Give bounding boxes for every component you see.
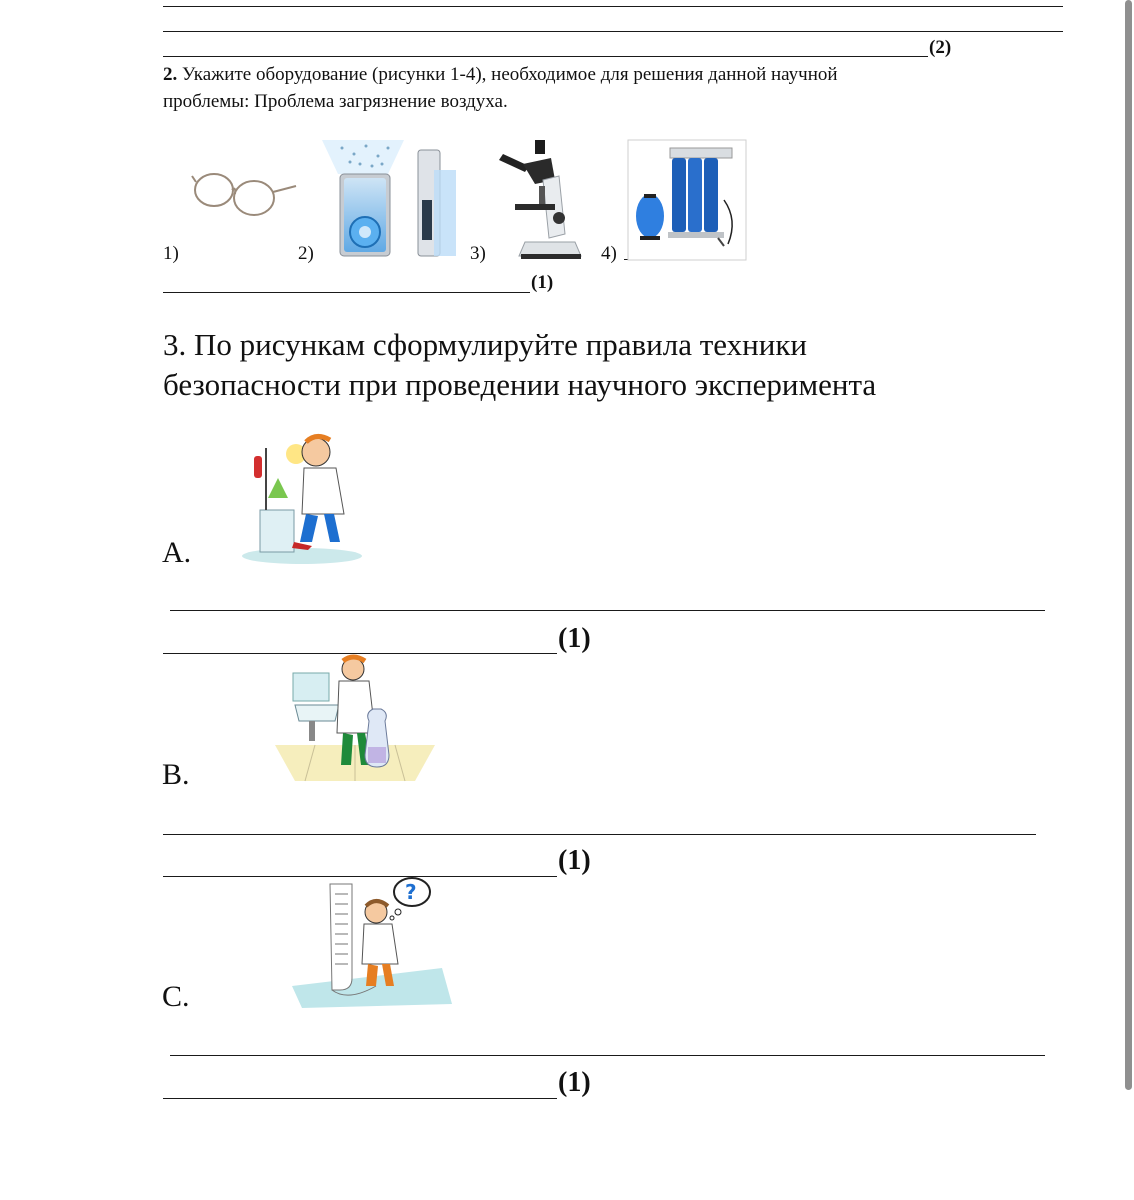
water-filter-icon [628, 140, 748, 262]
scientist-smelling-icon [240, 418, 365, 568]
answer-line [163, 834, 1036, 835]
question-3-title: 3. По рисункам сформулируйте правила техники [163, 327, 807, 362]
score-label: (1) [558, 623, 591, 654]
answer-line [163, 292, 530, 293]
item-letter-b: B. [162, 758, 190, 791]
answer-line [163, 1098, 557, 1099]
answer-line [163, 653, 557, 654]
question-3-title-line2: безопасности при проведении научного эксперимента [163, 367, 877, 402]
question-2-text-line2: проблемы: Проблема загрязнение воздуха. [163, 91, 508, 112]
answer-line [163, 6, 1063, 7]
microscope-icon [495, 138, 590, 263]
question-text: Укажите оборудование (рисунки 1-4), необходимое для решения данной научной [182, 64, 838, 85]
score-label: (1) [558, 1067, 591, 1098]
figure-label-2: 2) [298, 243, 314, 264]
score-label: (1) [531, 272, 554, 293]
answer-line [163, 31, 1063, 32]
item-letter-c: C. [162, 980, 190, 1013]
figure-label-1: 1) [163, 243, 179, 264]
answer-line [170, 610, 1045, 611]
scientist-washing-icon [265, 655, 435, 785]
svg-text:?: ? [405, 880, 417, 904]
answer-line [170, 1055, 1045, 1056]
air-purifier-icon [322, 140, 462, 260]
figure-label-3: 3) [470, 243, 486, 264]
score-label: (2) [929, 37, 952, 58]
vertical-scrollbar[interactable] [1125, 0, 1132, 1090]
figure-label-4: 4) [601, 243, 617, 264]
glasses-icon [190, 168, 300, 228]
item-letter-a: A. [162, 536, 192, 569]
answer-line [163, 876, 557, 877]
question-number: 2. [163, 64, 178, 85]
score-label: (1) [558, 845, 591, 876]
question-2-text [163, 62, 1033, 88]
answer-line [163, 56, 928, 57]
scientist-reading-instructions-icon [292, 878, 457, 1013]
